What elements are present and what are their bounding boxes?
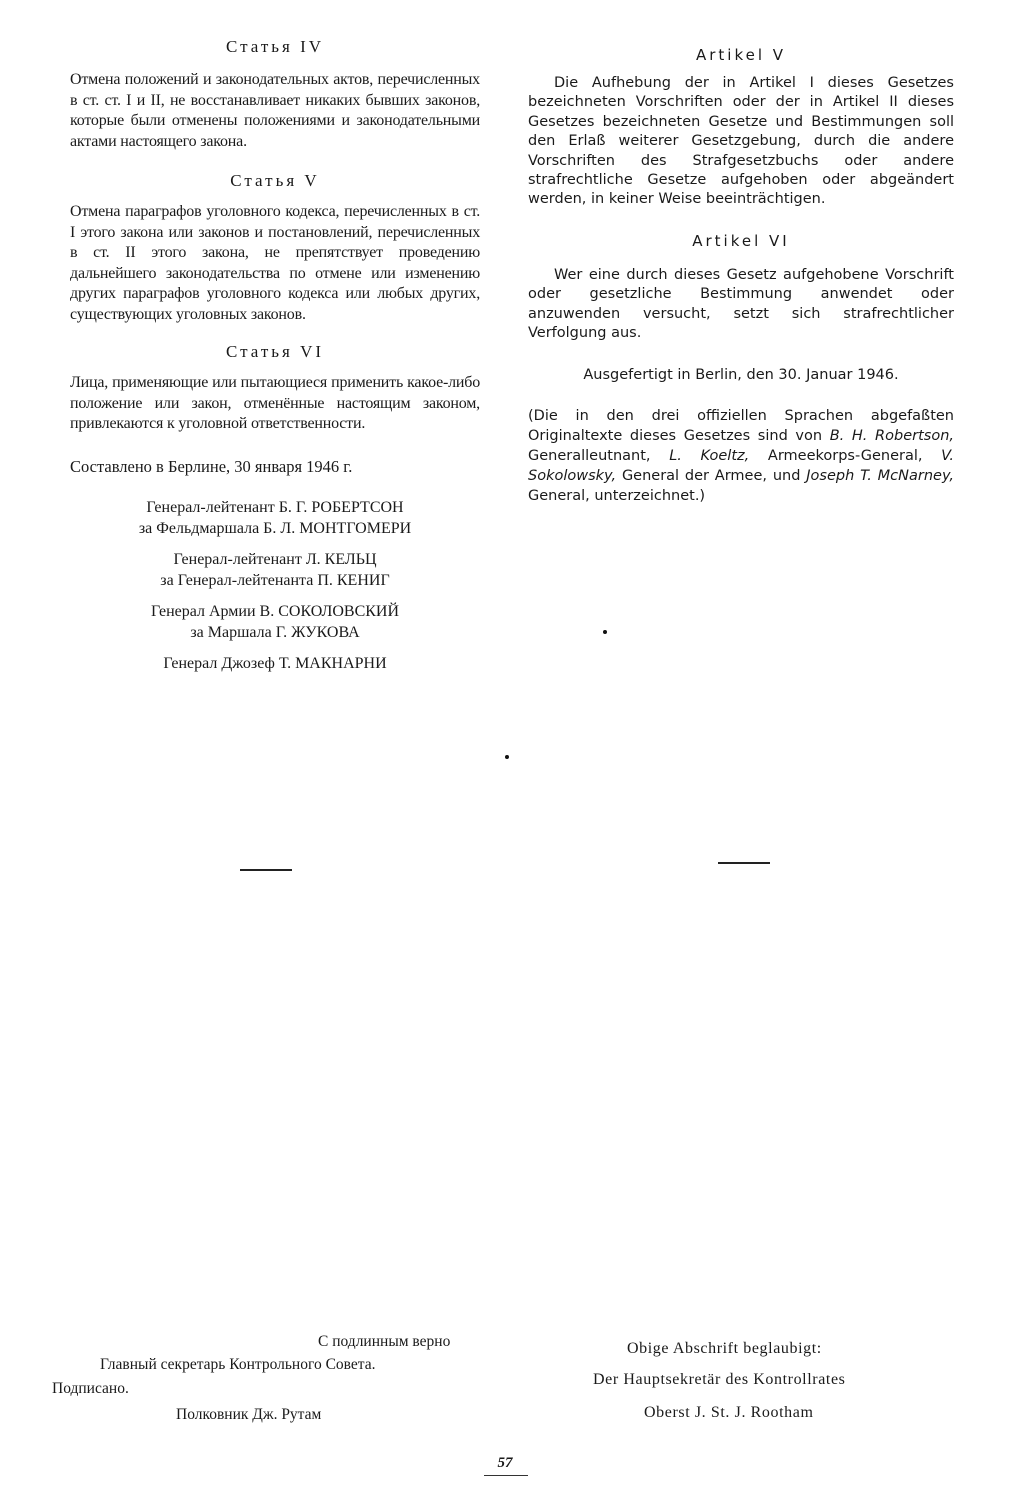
ru-article-5-heading: Статья V [230,171,320,190]
de-article-5-heading: Artikel V [695,46,787,64]
ru-signature-2 [70,549,480,591]
de-article-5-text: Die Aufhebung der in Artikel I dieses Gesetzes bezeichneten Vorschriften oder der in Artikel II dieses Gesetzes bezeichneten Gesetze und Bestimmungen soll den Erlaß weiterer Gesetzgebung, durch die andere Vorschriften des Strafgesetzbuchs oder andere strafrechtliche Gesetze aufgehoben oder abgeändert werden, in keiner Weise beeinträchtigen. [528,75,954,208]
de-note-text-1: (Die in den drei offiziellen Sprachen abgefaßten Originaltexte dieses Gesetzes sind von [528,408,954,445]
de-note-name-mcnarney: Joseph T. McNarney, [806,467,955,484]
ru-section-divider [240,869,292,871]
ru-signature-1 [70,497,480,539]
de-note-name-robertson: B. H. Robertson, [829,428,955,445]
ru-signature-3 [70,601,480,643]
ru-signature-3-line1: Генерал Армии В. СОКОЛОВСКИЙ [150,602,400,620]
de-note-name-koeltz: L. Koeltz, [669,448,750,465]
ru-signature-1-line1: Генерал-лейтенант Б. Г. РОБЕРТСОН [146,498,404,516]
ru-article-4-text: Отмена положений и законодательных актов, перечисленных в ст. ст. I и II, не восстанавливает никаких бывших законов, которые были отменены положениями и законодательными актами настоящего закона. [70,71,480,150]
de-footer-name: Oberst J. St. J. Rootham [644,1404,814,1421]
german-column [528,36,954,506]
de-footer-title: Der Hauptsekretär des Kontrollrates [593,1371,846,1388]
ru-date-line: Составлено в Берлине, 30 января 1946 г. [70,456,353,476]
ru-article-4-heading: Статья IV [225,37,325,56]
ru-signature-4 [70,653,480,674]
de-note-text-4: General der Armee, und [616,467,807,484]
ru-footer-name: Полковник Дж. Рутам [176,1406,322,1423]
ru-signature-3-line2: за Маршала Г. ЖУКОВА [190,623,360,641]
ru-footer-title: Главный секретарь Контрольного Совета. [100,1356,376,1373]
de-note-text-3: Armeekorps-General, [749,448,942,465]
de-section-divider [718,862,770,864]
ru-article-6-heading: Статья VI [225,342,325,361]
ru-footer-signed: Подписано. [52,1380,129,1397]
de-footer-certified: Obige Abschrift beglaubigt: [627,1340,822,1357]
ru-article-5-text: Отмена параграфов уголовного кодекса, перечисленных в ст. I этого закона или законов и постановлений, перечисленных в ст. II этого закона, не препятствует проведению дальнейшего законодательства по отмене или изменению других параграфов уголовного кодекса или любых других, существующих уголовных законов. [70,203,480,323]
print-speck [603,630,607,634]
de-signatories-note [528,407,954,506]
page-number: 57 [497,1455,513,1471]
print-speck [505,755,509,759]
de-note-text-2: Generalleutnant, [528,448,670,465]
de-note-name-sokolowsky: V. Sokolowsky, [528,448,955,484]
de-note-text-5: General, unterzeichnet.) [528,487,706,504]
page-number-underline [484,1475,528,1476]
de-date-line: Ausgefertigt in Berlin, den 30. Januar 1946. [583,367,899,384]
de-article-6-text: Wer eine durch dieses Gesetz aufgehobene Vorschrift oder gesetzliche Bestimmung anwendet oder anzuwenden versucht, setzt sich strafrechtlicher Verfolgung aus. [528,266,954,342]
ru-signature-2-line1: Генерал-лейтенант Л. КЕЛЬЦ [173,550,377,568]
ru-signature-2-line2: за Генерал-лейтенанта П. КЕНИГ [160,571,390,589]
ru-footer-verified: С подлинным верно [318,1333,451,1350]
ru-signature-4-line1: Генерал Джозеф Т. МАКНАРНИ [163,654,387,672]
russian-column [70,36,480,674]
ru-signature-1-line2: за Фельдмаршала Б. Л. МОНТГОМЕРИ [138,519,412,537]
de-article-6-heading: Artikel VI [692,231,790,250]
ru-article-6-text: Лица, применяющие или пытающиеся применить какое-либо положение или закон, отменённые настоящим законом, привлекаются к уголовной ответственности. [70,374,480,432]
